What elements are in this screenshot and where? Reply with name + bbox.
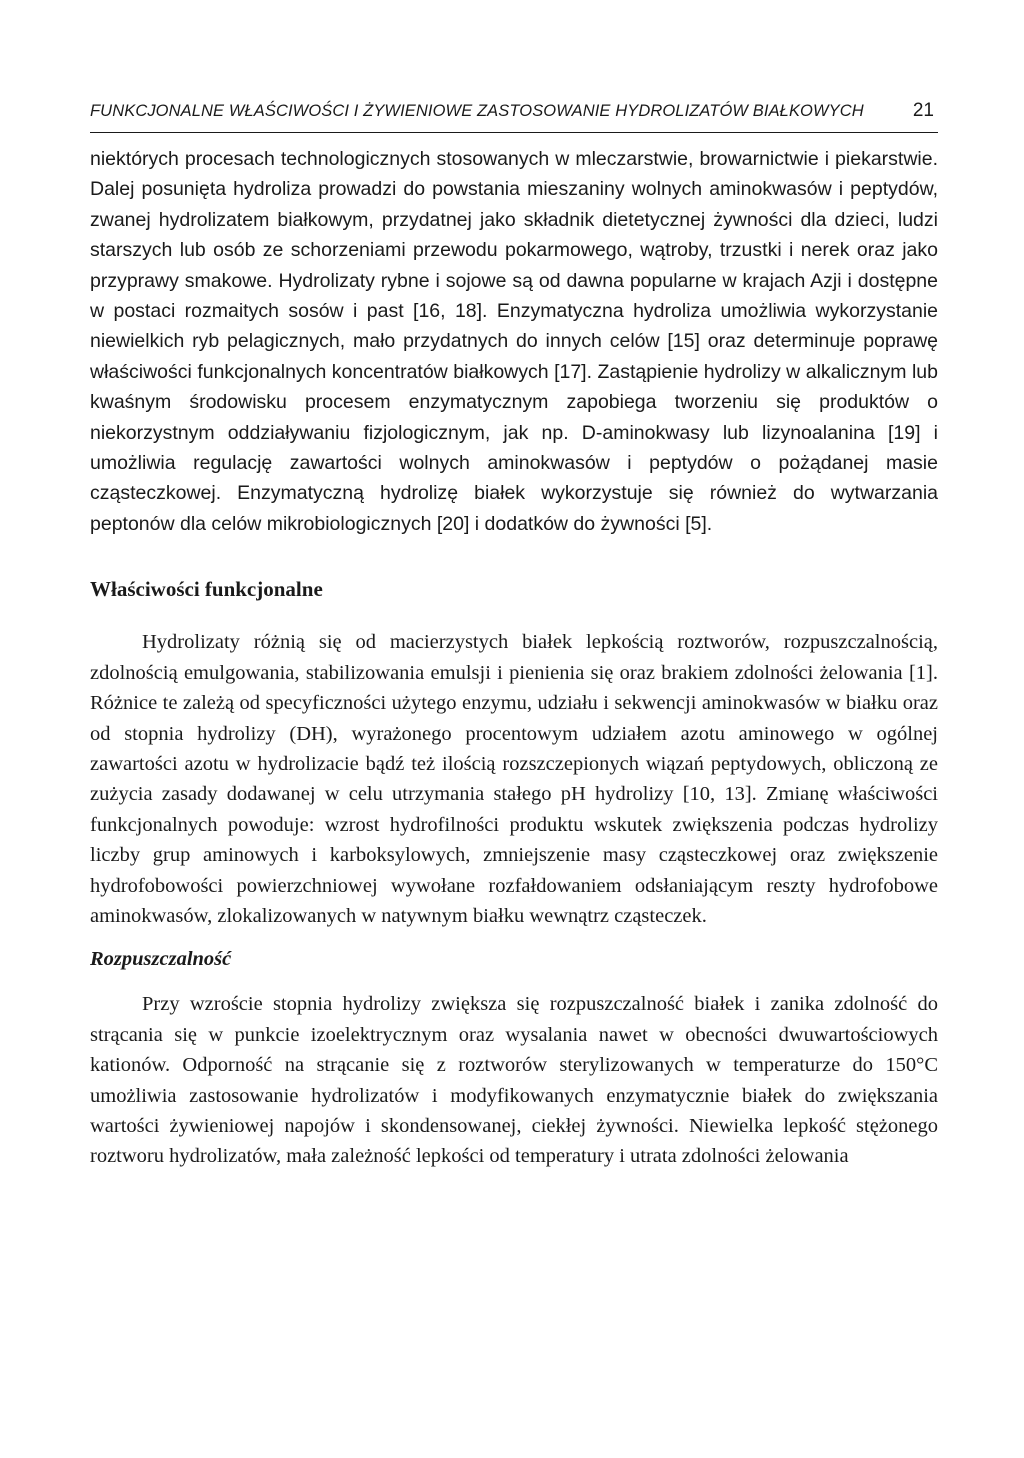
- running-title: FUNKCJONALNE WŁAŚCIWOŚCI I ŻYWIENIOWE ZASTOSOWANIE HYDROLIZATÓW BIAŁKOWYCH: [90, 102, 864, 120]
- sub-paragraph: Przy wzroście stopnia hydrolizy zwiększa się rozpuszczalność białek i zanika zdolność do strącania się w punkcie izoelektrycznym oraz wysalania nawet w obecności dwuwartościowych kationów. Odporność na strącanie się z roztworów sterylizowanych w temperaturze do 150°C umożliwia zastosowanie hydrolizatów i modyfikowanych enzymatycznie białek do zwiększania wartości żywieniowej napojów i skondensowanej, ciekłej żywności. Niewielka lepkość stężonego roztworu hydrolizatów, mała zależność lepkości od temperatury i utrata zdolności żelowania: [90, 993, 938, 1168]
- document-page: [90, 96, 938, 1172]
- page-number: 21: [912, 100, 934, 121]
- section-heading: Właściwości funkcjonalne: [90, 577, 323, 602]
- running-header: [90, 96, 938, 133]
- lead-paragraph: niektórych procesach technologicznych stosowanych w mleczarstwie, browarnictwie i piekarstwie. Dalej posunięta hydroliza prowadzi do powstania mieszaniny wolnych aminokwasów i peptydów, zwanej hydrolizatem białkowym, przydatnej jako składnik dietetycznej żywności dla dzieci, ludzi starszych lub osób ze schorzeniami przewodu pokarmowego, wątroby, trzustki i nerek oraz jako przyprawy smakowe. Hydrolizaty rybne i sojowe są od dawna popularne w krajach Azji i dostępne w postaci rozmaitych sosów i past [16, 18]. Enzymatyczna hydroliza umożliwia wykorzystanie niewielkich ryb pelagicznych, mało przydatnych do innych celów [15] oraz determinuje poprawę właściwości funkcjonalnych koncentratów białkowych [17]. Zastąpienie hydrolizy w alkalicznym lub kwaśnym środowisku procesem enzymatycznym zapobiega tworzeniu się produktów o niekorzystnym oddziaływaniu fizjologicznym, jak np. D-aminokwasy lub lizynoalanina [19] i umożliwia regulację zawartości wolnych aminokwasów i peptydów o pożądanej masie cząsteczkowej. Enzymatyczną hydrolizę białek wykorzystuje się również do wytwarzania peptonów dla celów mikrobiologicznych [20] i dodatków do żywności [5].: [90, 148, 938, 535]
- section-paragraph: Hydrolizaty różnią się od macierzystych białek lepkością roztworów, rozpuszczalnością, zdolnością emulgowania, stabilizowania emulsji i pienienia się oraz brakiem zdolności żelowania [1]. Różnice te zależą od specyficzności użytego enzymu, udziału i sekwencji aminokwasów w białku oraz od stopnia hydrolizy (DH), wyrażonego procentowym udziałem azotu aminowego w ogólnej zawartości azotu w hydrolizacie bądź też ilością rozszczepionych wiązań peptydowych, obliczoną ze zużycia zasady dodawanej w celu utrzymania stałego pH hydrolizy [10, 13]. Zmianę właściwości funkcjonalnych powoduje: wzrost hydrofilności produktu wskutek zwiększenia podczas hydrolizy liczby grup aminowych i karboksylowych, zmniejszenie masy cząsteczkowej oraz zwiększenie hydrofobowości powierzchniowej wywołane rozfałdowaniem odsłaniającym reszty hydrofobowe aminokwasów, zlokalizowanych w natywnym białku wewnątrz cząsteczek.: [90, 631, 938, 927]
- sub-heading: Rozpuszczalność: [90, 948, 232, 971]
